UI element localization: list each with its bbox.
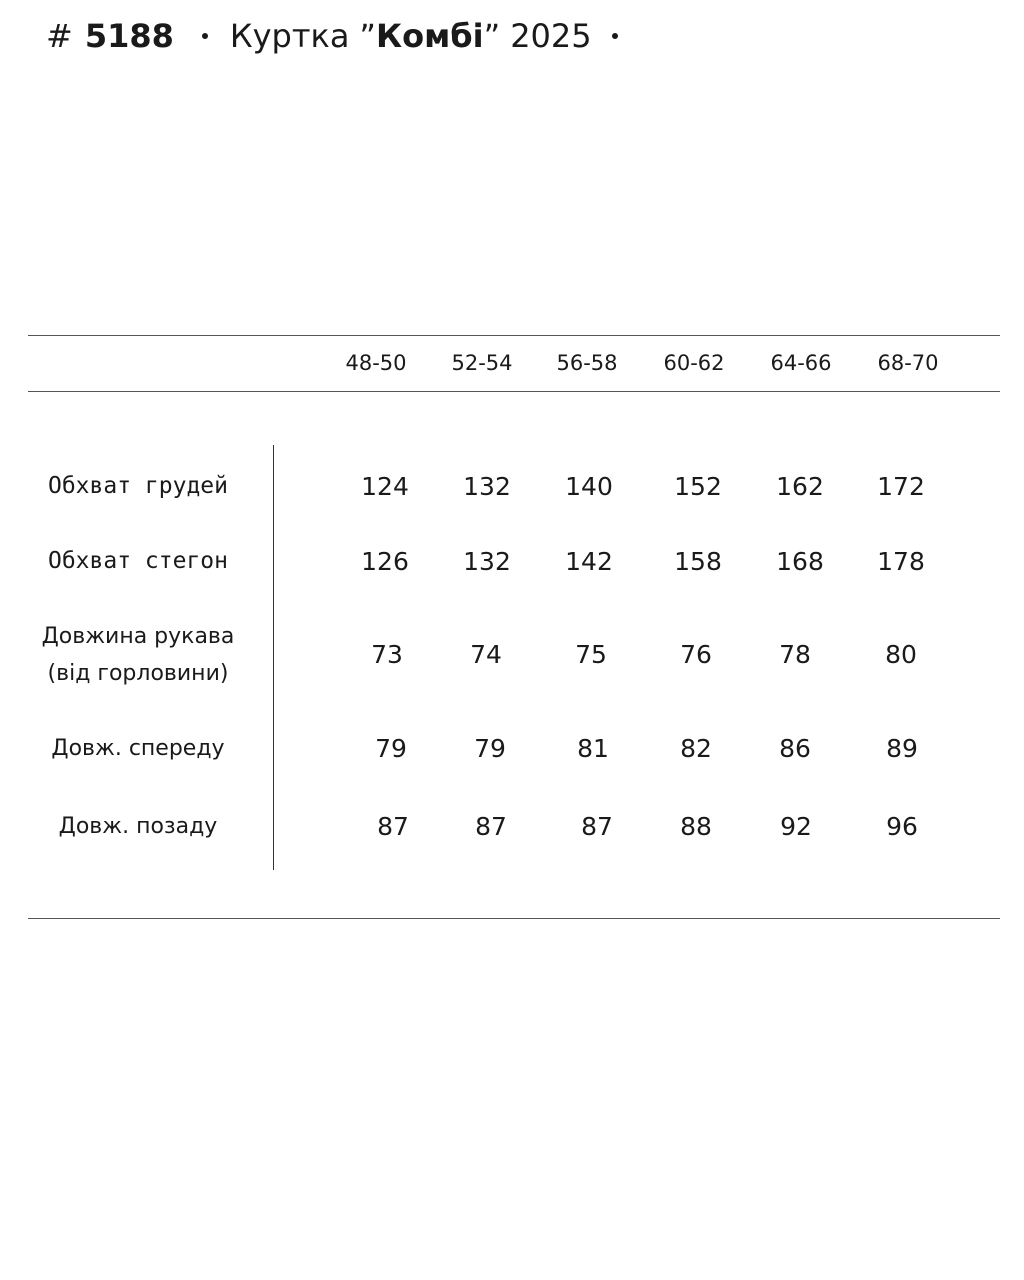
table-cell: 88 — [680, 812, 712, 841]
table-cell: 172 — [877, 472, 925, 501]
product-name: Комбі — [376, 17, 484, 55]
quote-close: ” — [483, 17, 501, 55]
table-cell: 140 — [565, 472, 613, 501]
table-row — [0, 543, 1024, 580]
table-cell: 132 — [463, 547, 511, 576]
table-cell: 87 — [377, 812, 409, 841]
table-row — [0, 468, 1024, 505]
table-cell: 178 — [877, 547, 925, 576]
page-title — [46, 14, 618, 58]
table-row — [0, 730, 1024, 767]
row-label-back-length: Довж. позаду — [58, 814, 218, 839]
row-label-chest: Обхват грудей — [47, 473, 228, 499]
size-header-cell: 60-62 — [663, 351, 725, 375]
table-cell: 86 — [779, 734, 811, 763]
table-cell: 79 — [474, 734, 506, 763]
size-header-cell: 56-58 — [556, 351, 618, 375]
quote-open: ” — [359, 17, 376, 55]
table-cell: 158 — [674, 547, 722, 576]
table-cell: 124 — [361, 472, 409, 501]
row-label-sleeve: Довжина рукава — [41, 624, 235, 649]
table-cell: 81 — [577, 734, 609, 763]
size-header-cell: 52-54 — [451, 351, 513, 375]
table-cell: 162 — [776, 472, 824, 501]
table-cell: 76 — [680, 640, 712, 669]
table-cell: 89 — [886, 734, 918, 763]
table-cell: 79 — [375, 734, 407, 763]
table-cell: 87 — [581, 812, 613, 841]
table-cell: 87 — [475, 812, 507, 841]
size-header-row — [0, 348, 1024, 378]
table-cell: 82 — [680, 734, 712, 763]
size-header-cell: 68-70 — [877, 351, 939, 375]
bullet-dot-icon — [612, 33, 618, 39]
product-type: Куртка — [229, 17, 350, 55]
table-cell: 168 — [776, 547, 824, 576]
table-cell: 75 — [575, 640, 607, 669]
table-cell: 132 — [463, 472, 511, 501]
table-cell: 152 — [674, 472, 722, 501]
table-cell: 73 — [371, 640, 403, 669]
row-label-front-length: Довж. спереду — [51, 736, 225, 761]
table-cell: 142 — [565, 547, 613, 576]
table-cell: 126 — [361, 547, 409, 576]
table-header-divider — [28, 391, 1000, 392]
table-cell: 96 — [886, 812, 918, 841]
hash-symbol: # — [46, 17, 73, 55]
product-year: 2025 — [510, 17, 592, 55]
bullet-dot-icon — [202, 33, 208, 39]
table-cell: 92 — [780, 812, 812, 841]
size-header-cell: 48-50 — [345, 351, 407, 375]
row-label-hips: Обхват стегон — [47, 548, 228, 574]
table-bottom-divider — [28, 918, 1000, 919]
table-row — [0, 808, 1024, 845]
table-row — [0, 618, 1024, 692]
table-cell: 80 — [885, 640, 917, 669]
table-cell: 74 — [470, 640, 502, 669]
size-header-cell: 64-66 — [770, 351, 832, 375]
article-number: 5188 — [84, 17, 174, 55]
table-cell: 78 — [779, 640, 811, 669]
row-label-sleeve-note: (від горловини) — [47, 661, 229, 686]
table-top-divider — [28, 335, 1000, 336]
